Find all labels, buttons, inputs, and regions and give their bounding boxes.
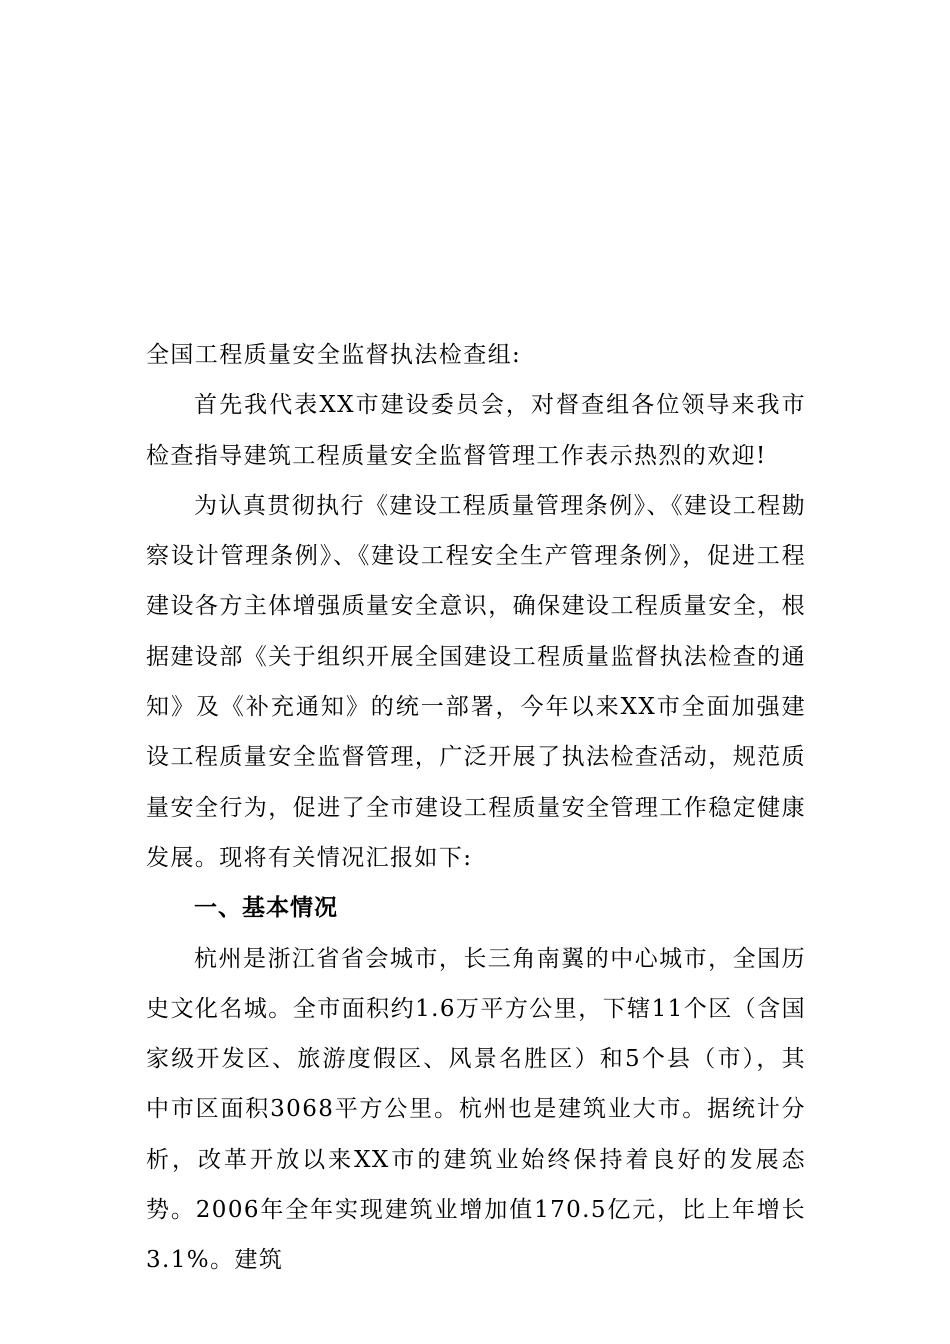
section-heading: 一、基本情况 (194, 895, 338, 922)
section-paragraph: 杭州是浙江省省会城市，长三角南翼的中心城市，全国历史文化名城。全市面积约1.6万平方公里，下辖11个区（含国家级开发区、旅游度假区、风景名胜区）和5个县（市），其中市区面积3068平方公里。杭州也是建筑业大市。据统计分析，改革开放以来XX市的建筑业始终保持着良好的发展态势。2006年全年实现建筑业增加值170.5亿元，比上年增长3.1%。建筑 (146, 945, 806, 1274)
document-body (146, 330, 806, 1286)
purpose-paragraph: 为认真贯彻执行《建设工程质量管理条例》、《建设工程勘察设计管理条例》、《建设工程安全生产管理条例》，促进工程建设各方主体增强质量安全意识，确保建设工程质量安全，根据建设部《关于组织开展全国建设工程质量监督执法检查的通知》及《补充通知》的统一部署，今年以来XX市全面加强建设工程质量安全监督管理，广泛开展了执法检查活动，规范质量安全行为，促进了全市建设工程质量安全管理工作稳定健康发展。现将有关情况汇报如下: (146, 492, 806, 871)
welcome-paragraph: 首先我代表XX市建设委员会，对督查组各位领导来我市检查指导建筑工程质量安全监督管理工作表示热烈的欢迎! (146, 392, 806, 469)
salutation: 全国工程质量安全监督执法检查组: (146, 342, 522, 368)
